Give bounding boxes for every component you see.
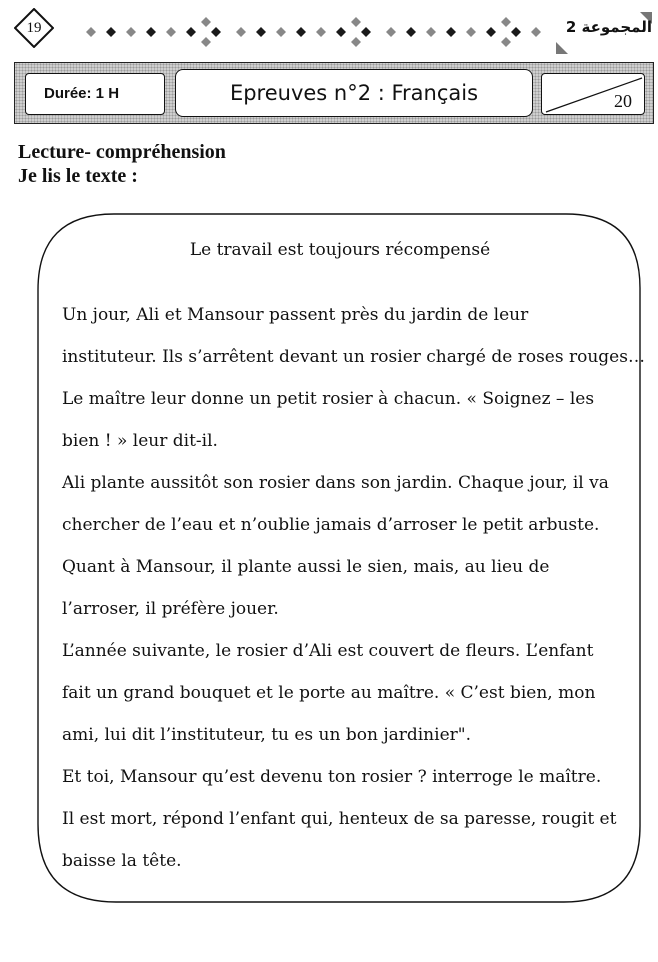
exam-title: Epreuves n°2 : Français — [175, 69, 533, 117]
story-line: Un jour, Ali et Mansour passent près du jardin de leur — [62, 305, 529, 325]
story-line: baisse la tête. — [62, 851, 182, 871]
score-box — [541, 73, 645, 115]
decorative-diamond-row — [76, 10, 546, 54]
section-heading: Lecture- compréhension — [18, 141, 226, 163]
story-line: Il est mort, répond l’enfant qui, henteux de sa paresse, rougit et — [62, 809, 617, 829]
reading-text-frame — [34, 212, 646, 906]
page-number-badge — [14, 8, 54, 48]
story-line: l’arroser, il préfère jouer. — [62, 599, 279, 619]
story-line: fait un grand bouquet et le porte au maître. « C’est bien, mon — [62, 683, 596, 703]
score-max: 20 — [614, 91, 632, 111]
section-subheading: Je lis le texte : — [18, 165, 138, 187]
story-line: Quant à Mansour, il plante aussi le sien, mais, au lieu de — [62, 557, 550, 577]
page-number: 19 — [26, 20, 42, 36]
story-line: Ali plante aussitôt son rosier dans son jardin. Chaque jour, il va — [62, 473, 609, 493]
story-line: Le maître leur donne un petit rosier à chacun. « Soignez – les — [62, 389, 595, 409]
header-band — [14, 62, 654, 124]
story-line: ami, lui dit l’instituteur, tu es un bon jardinier". — [62, 725, 471, 745]
story-line: L’année suivante, le rosier d’Ali est couvert de fleurs. L’enfant — [62, 641, 594, 661]
duration-box: Durée: 1 H — [25, 73, 165, 115]
story-body — [62, 294, 645, 882]
story-title: Le travail est toujours récompensé — [189, 240, 491, 260]
group-label: المجموعة 2 — [565, 18, 652, 36]
story-line: bien ! » leur dit-il. — [62, 431, 218, 451]
story-line: instituteur. Ils s’arrêtent devant un rosier chargé de roses rouges… — [62, 347, 645, 367]
story-line: Et toi, Mansour qu’est devenu ton rosier ? interroge le maître. — [62, 767, 602, 787]
story-line: chercher de l’eau et n’oublie jamais d’arroser le petit arbuste. — [62, 515, 600, 535]
